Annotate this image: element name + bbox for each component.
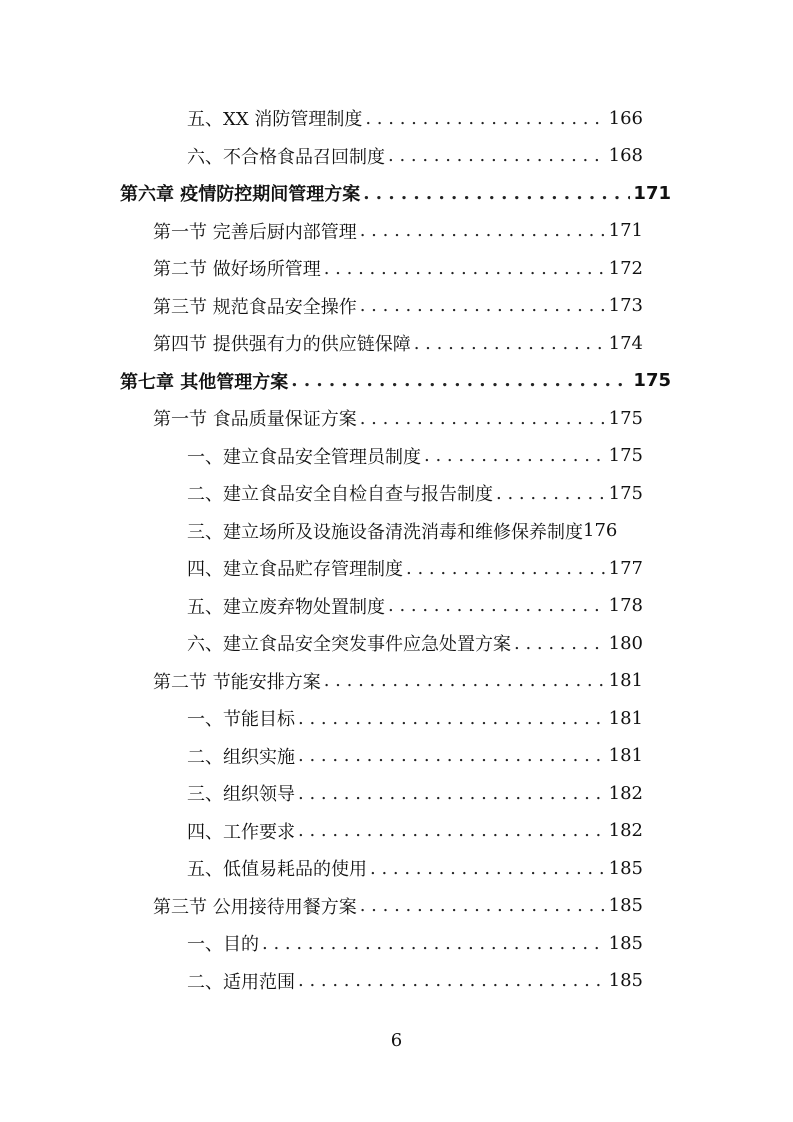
toc-subsection-entry[interactable]: [187, 513, 643, 549]
toc-dot-leader: [298, 783, 606, 804]
toc-entry-page: 185: [608, 932, 643, 954]
toc-dot-leader: [262, 933, 606, 954]
toc-dot-leader: [291, 370, 630, 391]
toc-entry-title: 六、建立食品安全突发事件应急处置方案: [187, 634, 511, 655]
toc-entry-title: 四、工作要求: [187, 821, 295, 843]
toc-dot-leader: [424, 445, 606, 466]
toc-section-entry[interactable]: [153, 663, 643, 699]
toc-entry-page: 181: [608, 707, 643, 729]
toc-entry-page: 175: [608, 407, 643, 429]
toc-entry-title: 第三节 公用接待用餐方案: [153, 896, 357, 918]
toc-entry-title: 五、建立废弃物处置制度: [187, 596, 385, 618]
toc-subsection-entry[interactable]: [187, 475, 643, 511]
toc-section-entry[interactable]: [153, 888, 643, 924]
toc-subsection-entry[interactable]: [187, 438, 643, 474]
toc-subsection-entry[interactable]: [187, 775, 643, 811]
toc-subsection-entry[interactable]: [187, 100, 643, 136]
toc-entry-page: 175: [633, 370, 671, 391]
toc-chapter-entry[interactable]: [120, 363, 671, 399]
toc-dot-leader: [298, 745, 606, 766]
toc-entry-title: 二、适用范围: [187, 971, 295, 993]
page-number: 6: [390, 1030, 403, 1051]
toc-dot-leader: [324, 670, 606, 691]
toc-section-entry[interactable]: [153, 213, 643, 249]
toc-dot-leader: [414, 333, 606, 354]
toc-entry-page: 168: [608, 145, 643, 166]
toc-entry-title: 五、XX 消防管理制度: [187, 109, 363, 130]
toc-entry-page: 182: [608, 820, 643, 841]
toc-entry-title: 第二节 节能安排方案: [153, 671, 321, 693]
toc-entry-title: 第六章 疫情防控期间管理方案: [120, 184, 361, 205]
toc-chapter-entry[interactable]: [120, 175, 671, 211]
toc-subsection-entry[interactable]: [187, 850, 643, 886]
toc-entry-title: 一、目的: [187, 934, 259, 955]
toc-entry-title: 四、建立食品贮存管理制度: [187, 559, 403, 580]
toc-entry-page: 181: [608, 745, 643, 766]
toc-entry-title: 六、不合格食品召回制度: [187, 146, 385, 168]
toc-entry-page: 174: [608, 332, 643, 354]
toc-dot-leader: [360, 408, 606, 429]
toc-subsection-entry[interactable]: [187, 738, 643, 774]
toc-subsection-entry[interactable]: [187, 625, 643, 661]
toc-entry-page: 185: [608, 857, 643, 879]
toc-dot-leader: [324, 258, 606, 279]
toc-section-entry[interactable]: [153, 288, 643, 324]
toc-entry-title: 一、节能目标: [187, 709, 295, 730]
toc-entry-page: 185: [608, 895, 643, 916]
toc-entry-page: 176: [583, 520, 618, 541]
toc-dot-leader: [298, 820, 606, 841]
toc-entry-title: 一、建立食品安全管理员制度: [187, 446, 421, 468]
toc-dot-leader: [363, 183, 630, 204]
toc-entry-page: 181: [608, 670, 643, 691]
toc-dot-leader: [360, 295, 606, 316]
toc-entry-page: 178: [608, 595, 643, 616]
toc-entry-title: 三、建立场所及设施设备清洗消毒和维修保养制度: [187, 521, 583, 543]
toc-subsection-entry[interactable]: [187, 138, 643, 174]
toc-entry-page: 182: [608, 782, 643, 804]
toc-entry-title: 第三节 规范食品安全操作: [153, 296, 357, 318]
toc-entry-page: 171: [608, 220, 643, 241]
toc-entry-page: 175: [608, 482, 643, 504]
toc-section-entry[interactable]: [153, 400, 643, 436]
toc-subsection-entry[interactable]: [187, 925, 643, 961]
toc-entry-page: 173: [608, 295, 643, 316]
toc-entry-title: 五、低值易耗品的使用: [187, 859, 367, 880]
toc-dot-leader: [496, 483, 606, 504]
toc-subsection-entry[interactable]: [187, 588, 643, 624]
toc-dot-leader: [360, 220, 606, 241]
toc-subsection-entry[interactable]: [187, 700, 643, 736]
toc-entry-page: 175: [608, 445, 643, 466]
toc-entry-page: 185: [608, 970, 643, 991]
toc-dot-leader: [365, 108, 605, 129]
toc-dot-leader: [370, 858, 606, 879]
toc-entry-title: 二、建立食品安全自检自查与报告制度: [187, 484, 493, 505]
toc-section-entry[interactable]: [153, 250, 643, 286]
toc-dot-leader: [360, 895, 606, 916]
toc-entry-title: 第四节 提供强有力的供应链保障: [153, 334, 411, 355]
toc-dot-leader: [406, 558, 606, 579]
toc-section-entry[interactable]: [153, 325, 643, 361]
toc-entry-title: 第一节 完善后厨内部管理: [153, 221, 357, 243]
toc-entry-title: 第一节 食品质量保证方案: [153, 409, 357, 430]
toc-dot-leader: [298, 708, 606, 729]
toc-entry-page: 177: [608, 557, 643, 579]
toc-entry-page: 166: [608, 107, 643, 129]
toc-subsection-entry[interactable]: [187, 550, 643, 586]
toc-entry-title: 二、组织实施: [187, 746, 295, 768]
toc-dot-leader: [298, 970, 606, 991]
toc-entry-page: 180: [608, 632, 643, 654]
toc-entry-page: 172: [608, 257, 643, 279]
toc-subsection-entry[interactable]: [187, 813, 643, 849]
toc-entry-page: 171: [633, 182, 671, 204]
toc-subsection-entry[interactable]: [187, 963, 643, 999]
toc-dot-leader: [388, 145, 606, 166]
toc-entry-title: 三、组织领导: [187, 784, 295, 805]
toc-entry-title: 第二节 做好场所管理: [153, 259, 321, 280]
toc-entry-title: 第七章 其他管理方案: [120, 371, 289, 393]
toc-dot-leader: [514, 633, 606, 654]
toc-dot-leader: [388, 595, 606, 616]
